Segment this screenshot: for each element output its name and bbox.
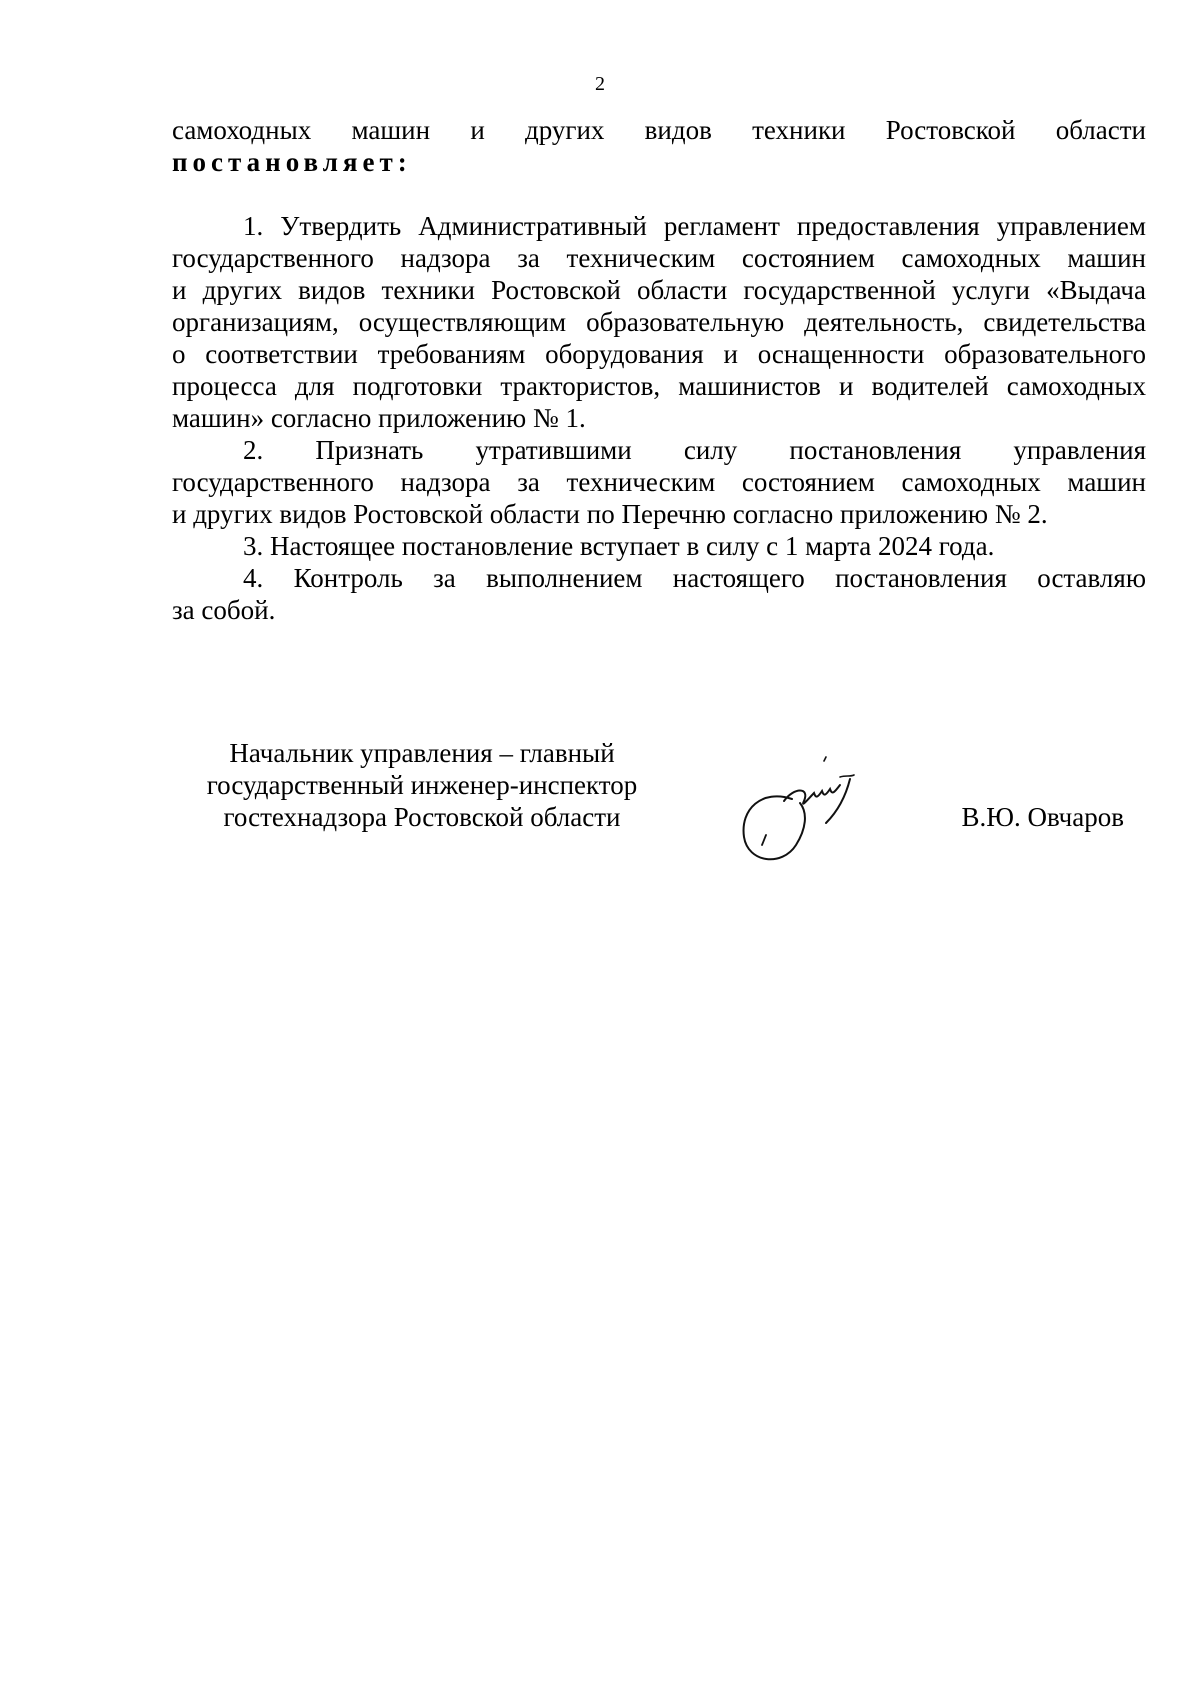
item-4 — [172, 562, 1146, 626]
item-1 — [172, 210, 1146, 434]
decree-word: постановляет: — [172, 147, 412, 177]
item-line: за собой. — [172, 595, 276, 625]
item-line: и других видов техники Ростовской области государственной услуги «Выдача — [172, 275, 1146, 305]
signer-title-line: Начальник управления – главный — [229, 738, 615, 768]
item-line: 4. Контроль за выполнением настоящего постановления оставляю — [243, 563, 1146, 593]
signer-title — [172, 737, 672, 833]
item-line: 3. Настоящее постановление вступает в силу с 1 марта 2024 года. — [243, 531, 995, 561]
item-3 — [172, 530, 1146, 562]
signer-title-line: гостехнадзора Ростовской области — [223, 802, 621, 832]
item-line: государственного надзора за техническим состоянием самоходных машин — [172, 243, 1146, 273]
item-line: о соответствии требованиям оборудования и оснащенности образовательного — [172, 339, 1146, 369]
signer-title-line: государственный инженер-инспектор — [206, 770, 638, 800]
signer-name: В.Ю. Овчаров — [961, 802, 1124, 832]
intro-line: самоходных машин и других видов техники Ростовской области — [172, 115, 1146, 145]
item-line: организациям, осуществляющим образовательную деятельность, свидетельства — [172, 307, 1146, 337]
item-line: машин» согласно приложению № 1. — [172, 403, 586, 433]
item-2 — [172, 434, 1146, 530]
handwritten-signature — [722, 737, 882, 877]
item-line: и других видов Ростовской области по Перечню согласно приложению № 2. — [172, 499, 1048, 529]
item-line: 2. Признать утратившими силу постановления управления — [243, 435, 1146, 465]
item-line: 1. Утвердить Административный регламент предоставления управлением — [243, 211, 1146, 241]
document-body — [172, 114, 1146, 626]
item-line: государственного надзора за техническим состоянием самоходных машин — [172, 467, 1146, 497]
item-line: процесса для подготовки трактористов, машинистов и водителей самоходных — [172, 371, 1146, 401]
page-number: 2 — [595, 73, 605, 95]
signature-block — [172, 737, 1146, 877]
